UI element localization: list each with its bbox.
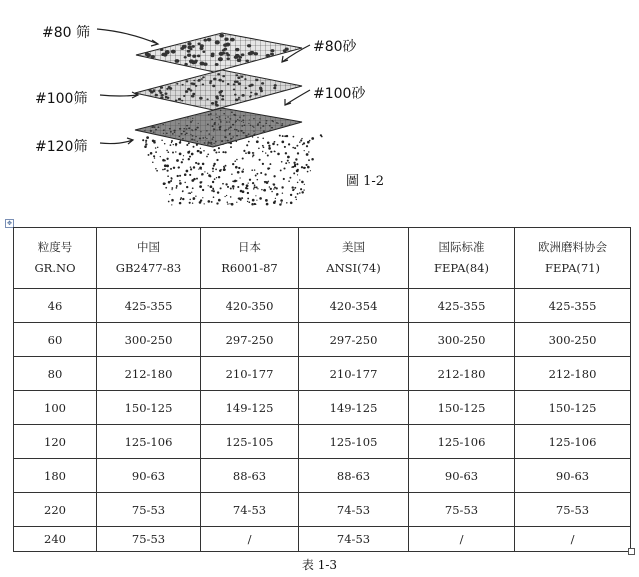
size-range-cell: 74-53 xyxy=(299,493,409,527)
size-range-cell: 212-180 xyxy=(409,357,515,391)
size-range-cell: 420-354 xyxy=(299,289,409,323)
size-range-cell: 425-355 xyxy=(409,289,515,323)
label-sieve-100: #100筛 xyxy=(35,91,88,107)
column-header xyxy=(515,228,631,289)
column-header xyxy=(409,228,515,289)
size-range-cell: 125-106 xyxy=(97,425,201,459)
size-range-cell: 425-355 xyxy=(97,289,201,323)
size-range-cell: 212-180 xyxy=(97,357,201,391)
column-header-name: 欧洲磨料协会 xyxy=(538,240,607,254)
size-range-cell: 297-250 xyxy=(201,323,299,357)
column-header-standard: R6001-87 xyxy=(221,261,278,275)
table-row xyxy=(14,527,631,552)
table-row xyxy=(14,391,631,425)
column-header-standard: GB2477-83 xyxy=(115,261,182,275)
column-header-name: 粒度号 xyxy=(37,240,73,254)
size-range-cell: 212-180 xyxy=(515,357,631,391)
size-range-cell: 420-350 xyxy=(201,289,299,323)
column-header xyxy=(299,228,409,289)
table-row xyxy=(14,323,631,357)
table-row xyxy=(14,459,631,493)
table-resize-handle[interactable] xyxy=(628,548,635,555)
column-header-name: 中国 xyxy=(137,240,160,254)
grit-number-cell: 180 xyxy=(14,459,97,493)
sieve-layers-illustration xyxy=(0,0,639,215)
size-range-cell: / xyxy=(201,527,299,552)
column-header xyxy=(97,228,201,289)
table-caption: 表 1-3 xyxy=(301,558,338,572)
table-body xyxy=(14,289,631,552)
size-range-cell: / xyxy=(409,527,515,552)
label-sand-100: #100砂 xyxy=(313,86,366,102)
column-header-standard: GR.NO xyxy=(34,261,76,275)
grit-number-cell: 120 xyxy=(14,425,97,459)
size-range-cell: 149-125 xyxy=(299,391,409,425)
size-range-cell: 75-53 xyxy=(409,493,515,527)
size-range-cell: 149-125 xyxy=(201,391,299,425)
table-row xyxy=(14,289,631,323)
grit-number-cell: 46 xyxy=(14,289,97,323)
size-range-cell: 210-177 xyxy=(299,357,409,391)
size-range-cell: 74-53 xyxy=(201,493,299,527)
column-header-standard: ANSI(74) xyxy=(326,261,381,275)
size-range-cell: 125-106 xyxy=(515,425,631,459)
size-range-cell: 88-63 xyxy=(299,459,409,493)
size-range-cell: 150-125 xyxy=(515,391,631,425)
size-range-cell: 90-63 xyxy=(515,459,631,493)
size-range-cell: 125-105 xyxy=(201,425,299,459)
column-header-name: 日本 xyxy=(238,240,261,254)
table-row xyxy=(14,493,631,527)
column-header-standard: FEPA(84) xyxy=(434,261,489,275)
column-header xyxy=(201,228,299,289)
label-sand-80: #80砂 xyxy=(313,39,357,55)
table-move-handle-icon[interactable]: ✥ xyxy=(6,220,13,227)
size-range-cell: 150-125 xyxy=(97,391,201,425)
column-header-name: 美国 xyxy=(342,240,365,254)
size-range-cell: 300-250 xyxy=(515,323,631,357)
size-range-cell: 125-106 xyxy=(409,425,515,459)
size-range-cell: 90-63 xyxy=(97,459,201,493)
grit-number-cell: 80 xyxy=(14,357,97,391)
figure-caption: 圖 1-2 xyxy=(346,174,385,189)
size-range-cell: 88-63 xyxy=(201,459,299,493)
table-header-row xyxy=(14,228,631,289)
sieve-figure xyxy=(0,0,639,215)
label-sieve-80: #80 筛 xyxy=(42,25,90,41)
grit-number-cell: 220 xyxy=(14,493,97,527)
size-range-cell: 75-53 xyxy=(97,527,201,552)
grit-size-table xyxy=(13,227,631,552)
size-range-cell: 425-355 xyxy=(515,289,631,323)
size-range-cell: 75-53 xyxy=(515,493,631,527)
grit-number-cell: 240 xyxy=(14,527,97,552)
grit-number-cell: 100 xyxy=(14,391,97,425)
size-range-cell: 300-250 xyxy=(97,323,201,357)
size-range-cell: 74-53 xyxy=(299,527,409,552)
size-range-cell: / xyxy=(515,527,631,552)
size-range-cell: 300-250 xyxy=(409,323,515,357)
grit-number-cell: 60 xyxy=(14,323,97,357)
column-header-name: 国际标准 xyxy=(438,240,485,254)
size-range-cell: 90-63 xyxy=(409,459,515,493)
label-sieve-120: #120筛 xyxy=(35,139,88,155)
size-range-cell: 75-53 xyxy=(97,493,201,527)
column-header xyxy=(14,228,97,289)
size-range-cell: 150-125 xyxy=(409,391,515,425)
table-row xyxy=(14,357,631,391)
column-header-standard: FEPA(71) xyxy=(545,261,600,275)
size-range-cell: 125-105 xyxy=(299,425,409,459)
table-row xyxy=(14,425,631,459)
size-range-cell: 297-250 xyxy=(299,323,409,357)
size-range-cell: 210-177 xyxy=(201,357,299,391)
